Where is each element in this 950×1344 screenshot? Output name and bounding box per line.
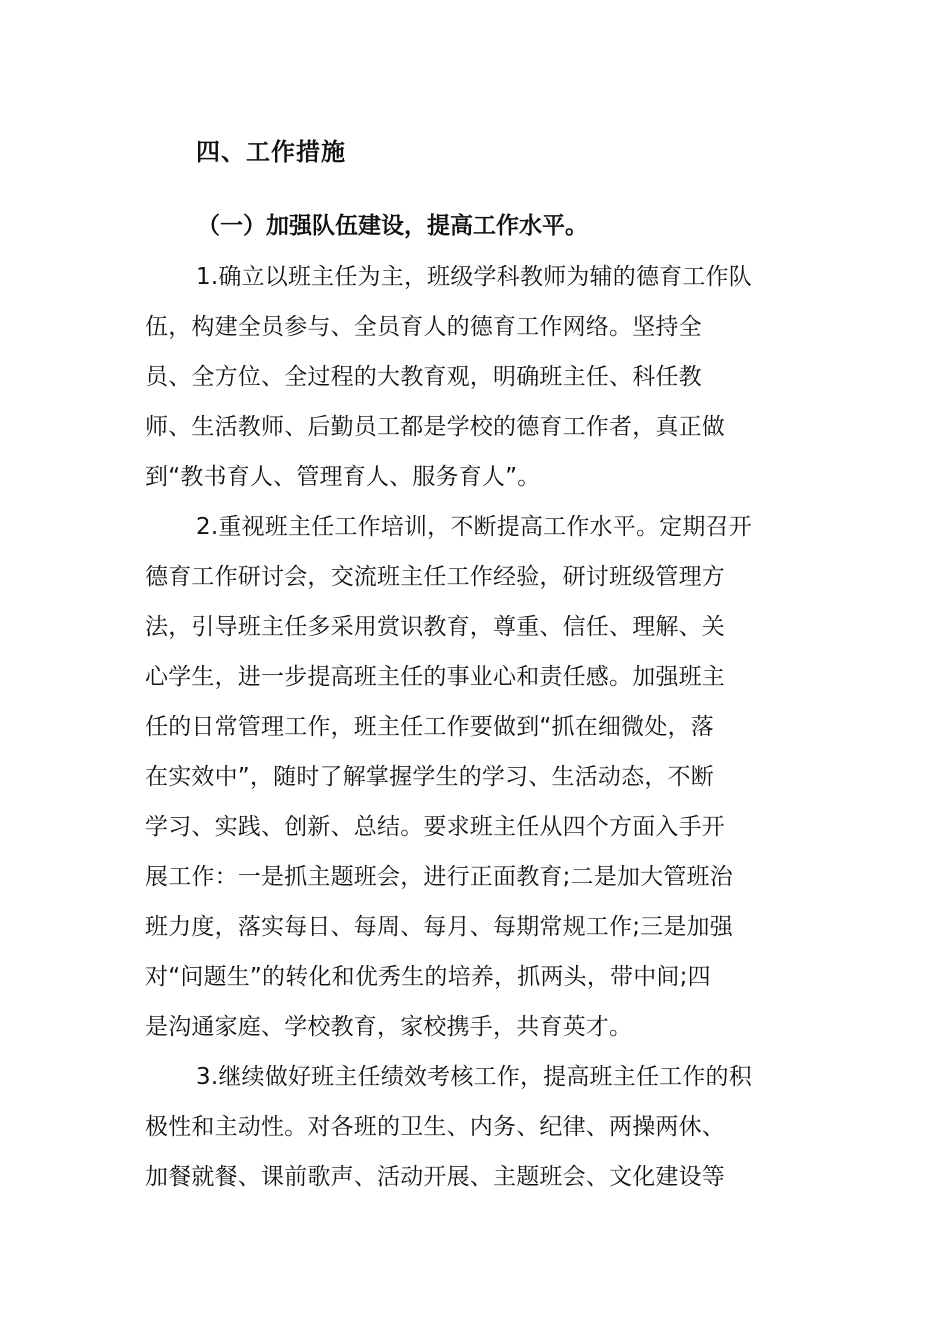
body-line: 对“问题生”的转化和优秀生的培养，抓两头，带中间;四 [145, 964, 711, 990]
body-line: 在实效中”，随时了解掌握学生的学习、生活动态，不断 [145, 764, 714, 790]
body-line: 1.确立以班主任为主，班级学科教师为辅的德育工作队 [196, 264, 752, 290]
body-line: 德育工作研讨会，交流班主任工作经验，研讨班级管理方 [145, 564, 725, 590]
body-line: 伍，构建全员参与、全员育人的德育工作网络。坚持全 [145, 314, 702, 340]
body-line: 任的日常管理工作，班主任工作要做到“抓在细微处，落 [145, 714, 714, 740]
body-line: 3.继续做好班主任绩效考核工作，提高班主任工作的积 [196, 1064, 752, 1090]
body-line: 学习、实践、创新、总结。要求班主任从四个方面入手开 [145, 814, 725, 840]
body-line: 员、全方位、全过程的大教育观，明确班主任、科任教 [145, 364, 702, 390]
section-heading: 四、工作措施 [196, 138, 346, 166]
body-line: 心学生，进一步提高班主任的事业心和责任感。加强班主 [145, 664, 725, 690]
body-line: 是沟通家庭、学校教育，家校携手，共育英才。 [145, 1014, 633, 1040]
body-line: 极性和主动性。对各班的卫生、内务、纪律、两操两休、 [145, 1114, 725, 1140]
body-line: 加餐就餐、课前歌声、活动开展、主题班会、文化建设等 [145, 1164, 725, 1190]
body-line: 2.重视班主任工作培训，不断提高工作水平。定期召开 [196, 514, 752, 540]
subsection-heading: （一）加强队伍建设，提高工作水平。 [197, 213, 588, 239]
body-line: 展工作：一是抓主题班会，进行正面教育;二是加大管班治 [145, 864, 733, 890]
body-line: 到“教书育人、管理育人、服务育人”。 [145, 464, 541, 490]
body-line: 班力度，落实每日、每周、每月、每期常规工作;三是加强 [145, 914, 733, 940]
body-line: 师、生活教师、后勤员工都是学校的德育工作者，真正做 [145, 414, 725, 440]
body-line: 法，引导班主任多采用赏识教育，尊重、信任、理解、关 [145, 614, 725, 640]
